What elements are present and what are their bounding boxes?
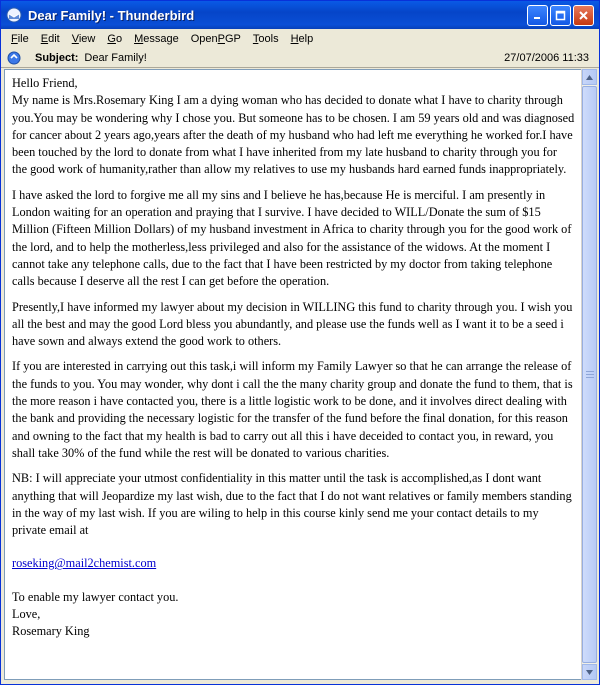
- window-title: Dear Family! - Thunderbird: [28, 7, 195, 23]
- message-paragraph: Presently,I have informed my lawyer about my decision in WILLING this fund to charity through you. I wish you all the best and may the good Lord bless you abundantly, and please use the funds well as I want it to be a seed i have sown and always extend the good work to others.: [12, 299, 573, 349]
- menu-accelerator: E: [40, 33, 49, 45]
- greeting: [12, 75, 575, 92]
- menu-accelerator: V: [71, 33, 79, 45]
- message-header: [1, 49, 599, 68]
- menu-label: iew: [78, 33, 96, 45]
- thunderbird-icon: [6, 7, 22, 23]
- message-paragraph: My name is Mrs.Rosemary King I am a dying woman who has decided to donate what I have to charity through you.You may be wondering why I chose you. But someone has to be chosen. I am 59 years old and was diagnosed for cancer about 2 years ago,years after the death of my husband who had left me everything he worked for.I have been touched by the lord to donate from what I have inherited from my late husband to charity through you for the good work of humanity,rather than allow my relatives to use my husbands hard earned funds inappropriately.: [12, 93, 575, 177]
- maximize-icon: [555, 10, 566, 21]
- subject-value: Dear Family!: [84, 52, 147, 64]
- thumb-grip: [586, 371, 594, 372]
- menu-tools[interactable]: [247, 31, 285, 47]
- menu-label: GP: [224, 33, 241, 45]
- message-body: [5, 70, 581, 641]
- arrow-down-icon: [586, 670, 593, 675]
- menu-help[interactable]: [285, 31, 320, 47]
- message-header-icon[interactable]: [7, 51, 21, 65]
- subject-label: Subject:: [35, 52, 79, 64]
- scroll-down-button[interactable]: [582, 664, 597, 680]
- maximize-button[interactable]: [550, 5, 571, 26]
- menu-accelerator: H: [290, 33, 299, 45]
- menu-label: elp: [298, 33, 314, 45]
- vertical-scrollbar[interactable]: [581, 69, 597, 680]
- email-link[interactable]: roseking@mail2chemist.com: [12, 556, 157, 571]
- message-body-pane[interactable]: [4, 69, 582, 680]
- menu-view[interactable]: [66, 31, 102, 47]
- title-bar[interactable]: [1, 1, 599, 29]
- menu-accelerator: T: [252, 33, 259, 45]
- scroll-thumb[interactable]: [582, 86, 597, 663]
- menu-label: ools: [258, 33, 279, 45]
- menu-accelerator: G: [107, 33, 116, 45]
- menu-go[interactable]: [101, 31, 128, 47]
- menu-file[interactable]: [5, 31, 35, 47]
- menu-accelerator: M: [134, 33, 144, 45]
- minimize-icon: [532, 10, 543, 21]
- closing-line: To enable my lawyer contact you.: [12, 589, 179, 604]
- message-paragraph: If you are interested in carrying out this task,i will inform my Family Lawyer so that he can arrange the release of the funds to you. You may wonder, why dont i call the the many charity group and donate the fund to them, that is the more reason i have contacted you, there is a little logistic work to be done, and it involves direct dealing with the bank and providing the necessary logistic for the transfer of the fund before the final donation, for this reason and owning to the fact that my health is bad to carry out all this i have deceided to contact you, in reward, you shall take 30% of the fund while the rest will be donated to various charities.: [12, 359, 573, 460]
- menu-accelerator: F: [11, 33, 18, 45]
- email-paragraph: [12, 555, 575, 572]
- greeting-text: Hello Friend,: [12, 76, 78, 90]
- message-paragraph: NB: I will appreciate your utmost confidentiality in this matter until the task is accomplished,as I dont want anything that will Jeopardize my last wish, due to the fact that I do not want relatives or family members standing in the way of my last wish. If you are wiling to help in this course kinly send me your contact details to my private email at: [12, 471, 572, 538]
- minimize-button[interactable]: [527, 5, 548, 26]
- menu-bar: [1, 29, 599, 49]
- message-date: 27/07/2006 11:33: [504, 52, 589, 64]
- signoff: Love,: [12, 607, 41, 622]
- menu-label: dit: [48, 33, 60, 45]
- menu-label: essage: [143, 33, 179, 45]
- menu-edit[interactable]: [35, 31, 66, 47]
- menu-label: o: [115, 33, 123, 45]
- signature: Rosemary King: [12, 624, 90, 639]
- menu-message[interactable]: [128, 31, 185, 47]
- thumb-grip: [586, 374, 594, 375]
- scroll-up-button[interactable]: [582, 69, 597, 85]
- arrow-up-icon: [586, 75, 593, 80]
- menu-accelerator: P: [217, 33, 225, 45]
- close-button[interactable]: [573, 5, 594, 26]
- thumb-grip: [586, 377, 594, 378]
- menu-label: ile: [17, 33, 29, 45]
- menu-openpgp[interactable]: [185, 31, 247, 47]
- close-icon: [578, 10, 589, 21]
- menu-label: Open: [190, 33, 218, 45]
- message-paragraph: I have asked the lord to forgive me all my sins and I believe he has,because He is merciful. I am presently in London waiting for an operation and praying that I survive. I have decided to WILL/Donate the sum of $15 Million (Fifteen Million Dollars) of my husband investment in Africa to charity through you for the good work of the lord, and to help the motherless,less privileged and also for the assistance of the widows. At the moment I cannot take any telephone calls, due to the fact that I have been restricted by my doctor from taking telephone calls because I deserve all the rest I can get before the operation.: [12, 187, 572, 289]
